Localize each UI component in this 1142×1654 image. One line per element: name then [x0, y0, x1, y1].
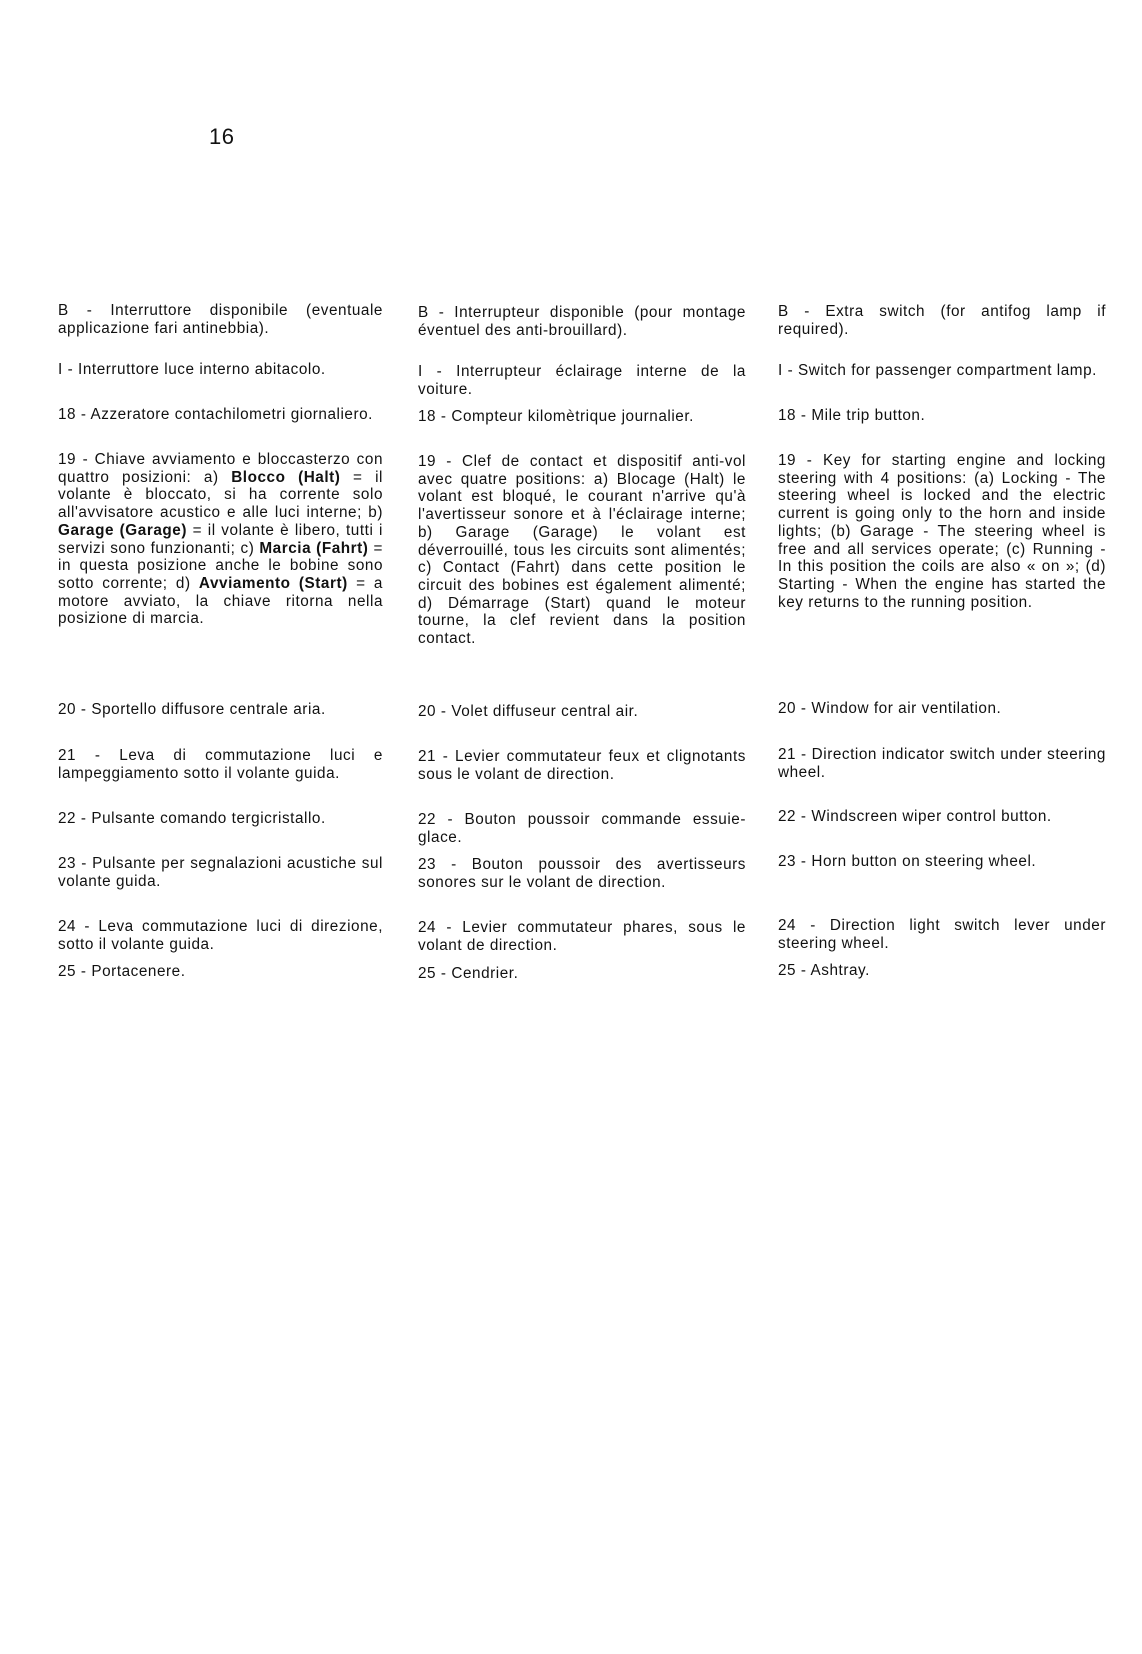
fr-entry-18: 18 - Compteur kilomètrique journalier. — [418, 408, 694, 425]
it-entry-24: 24 - Leva commutazione luci di direzione, sotto il volante guida. — [58, 918, 383, 953]
it-entry-19-text-c: = il volante è libero, tutti i servizi sono funzionanti; c) — [58, 521, 383, 557]
fr-entry-25: 25 - Cendrier. — [418, 965, 519, 982]
it-entry-20: 20 - Sportello diffusore centrale aria. — [58, 701, 326, 718]
en-entry-21: 21 - Direction indicator switch under steering wheel. — [778, 746, 1106, 781]
fr-entry-19: 19 - Clef de contact et dispositif anti-vol avec quatre positions: a) Blocage (Halt) le volant est bloqué, le courant n'arrive qu'à l'avertisseur sonore et à l'éclairage interne; b) Garage (Garage) le volant est déverrouillé, tous les circuits sont alimentés; c) Contact (Fahrt) dans cette position le circuit des bobines est également alimenté; d) Démarrage (Start) quand le moteur tourne, la clef revient dans la position contact. — [418, 453, 746, 648]
it-entry-19-text-a: 19 - Chiave avviamento e bloccasterzo con quattro posizioni: a) — [58, 451, 383, 486]
it-entry-19-text-b: = il volante è bloccato, si ha corrente solo all'avvisatore acustico e alle luci interne; b) — [58, 468, 383, 522]
it-entry-21: 21 - Leva di commutazione luci e lampeggiamento sotto il volante guida. — [58, 747, 383, 782]
page-number: 16 — [209, 124, 235, 149]
it-entry-b: B - Interruttore disponibile (eventuale applicazione fari antinebbia). — [58, 302, 383, 337]
en-entry-19: 19 - Key for starting engine and locking steering with 4 positions: (a) Locking - The steering wheel is locked and the electric current is going only to the horn and inside lights; (b) Garage - The steering wheel is free and all services operate; (c) Running - In this position the coils are also « on »; (d) Starting - When the engine has started the key returns to the running position. — [778, 452, 1106, 611]
fr-entry-b: B - Interrupteur disponible (pour montage éventuel des anti-brouillard). — [418, 304, 746, 339]
it-entry-18: 18 - Azzeratore contachilometri giornaliero. — [58, 406, 373, 423]
it-entry-23: 23 - Pulsante per segnalazioni acustiche sul volante guida. — [58, 855, 383, 890]
it-entry-19-text-d: = in questa posizione anche le bobine sono sotto corrente; d) — [58, 539, 383, 592]
en-entry-25: 25 - Ashtray. — [778, 962, 870, 979]
fr-entry-23: 23 - Bouton poussoir des avertisseurs sonores sur le volant de direction. — [418, 856, 746, 891]
it-entry-19-bold-garage: Garage (Garage) — [58, 521, 187, 539]
it-entry-i: I - Interruttore luce interno abitacolo. — [58, 361, 326, 378]
fr-entry-21: 21 - Levier commutateur feux et clignotants sous le volant de direction. — [418, 748, 746, 783]
en-entry-22: 22 - Windscreen wiper control button. — [778, 808, 1052, 825]
fr-entry-22: 22 - Bouton poussoir commande essuie-glace. — [418, 811, 746, 846]
it-entry-19 — [58, 451, 383, 628]
it-entry-22: 22 - Pulsante comando tergicristallo. — [58, 810, 326, 827]
it-entry-19-bold-blocco: Blocco (Halt) — [231, 468, 341, 486]
fr-entry-24: 24 - Levier commutateur phares, sous le volant de direction. — [418, 919, 746, 954]
en-entry-23: 23 - Horn button on steering wheel. — [778, 853, 1037, 870]
en-entry-18: 18 - Mile trip button. — [778, 407, 926, 424]
en-entry-24: 24 - Direction light switch lever under steering wheel. — [778, 917, 1106, 952]
it-entry-19-bold-marcia: Marcia (Fahrt) — [259, 539, 369, 557]
it-entry-19-text-e: = a motore avviato, la chiave ritorna nella posizione di marcia. — [58, 574, 383, 628]
en-entry-20: 20 - Window for air ventilation. — [778, 700, 1002, 717]
it-entry-25: 25 - Portacenere. — [58, 963, 186, 980]
en-entry-b: B - Extra switch (for antifog lamp if required). — [778, 303, 1106, 338]
it-entry-19-bold-avviamento: Avviamento (Start) — [198, 574, 348, 592]
fr-entry-i: I - Interrupteur éclairage interne de la voiture. — [418, 363, 746, 398]
fr-entry-20: 20 - Volet diffuseur central air. — [418, 703, 639, 720]
en-entry-i: I - Switch for passenger compartment lamp. — [778, 362, 1097, 379]
